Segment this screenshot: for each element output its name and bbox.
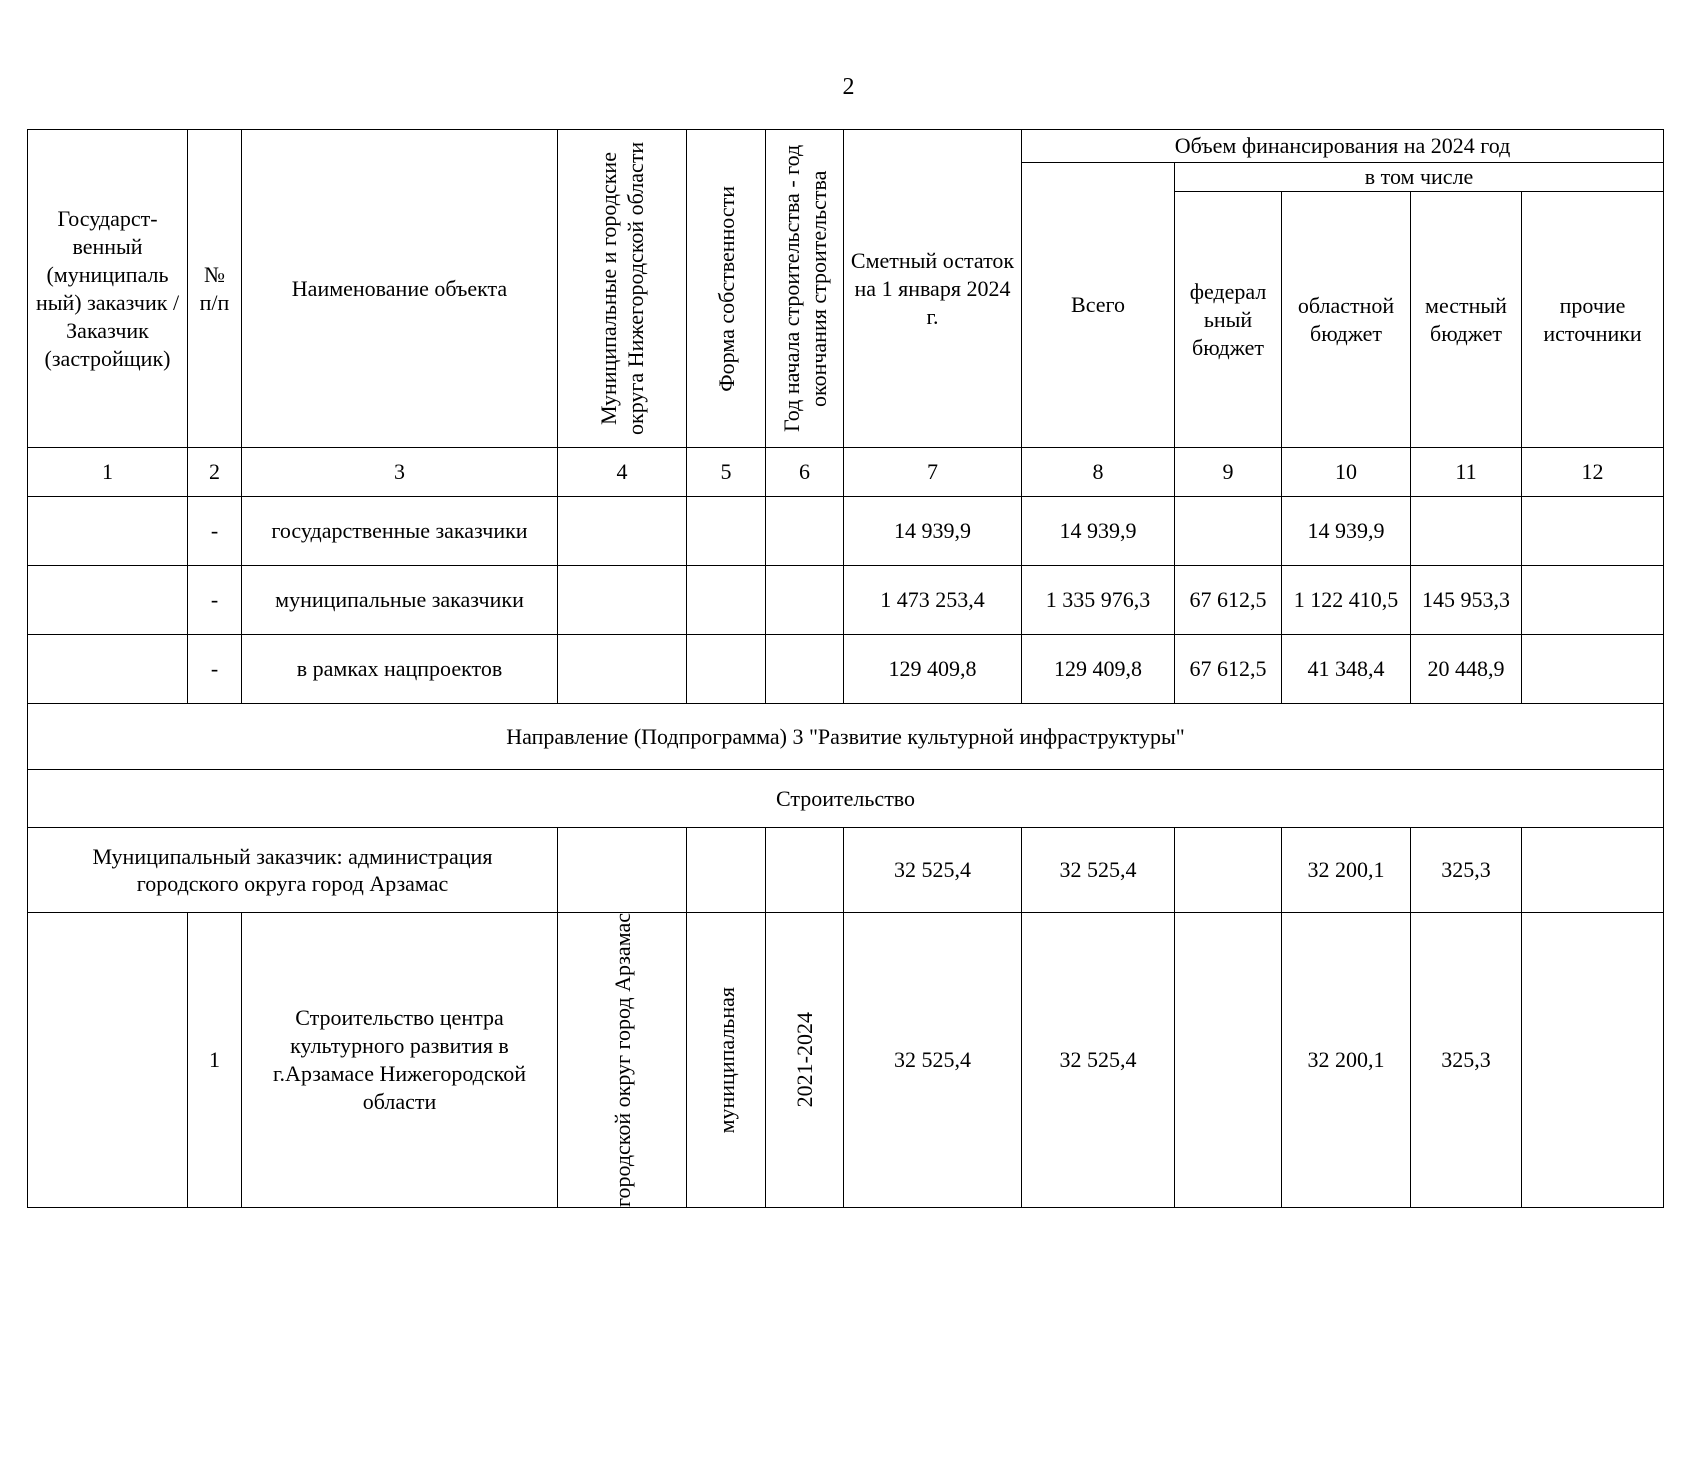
header-districts (558, 130, 687, 448)
estimate-value: 1 473 253,4 (844, 566, 1022, 635)
customer-cell (28, 913, 188, 1208)
object-name: Строительство центра культурного развития в г.Арзамасе Нижегородской области (242, 913, 558, 1208)
subsection-title: Строительство (28, 770, 1664, 828)
header-num: № п/п (188, 130, 242, 448)
total-value: 14 939,9 (1022, 497, 1175, 566)
federal-value (1175, 913, 1282, 1208)
other-value (1522, 566, 1664, 635)
header-total: Всего (1022, 163, 1175, 448)
header-years (766, 130, 844, 448)
local-value: 325,3 (1411, 913, 1522, 1208)
regional-value: 41 348,4 (1282, 635, 1411, 704)
summary-row-state (28, 497, 1664, 566)
header-years-text: Год начала строительства - год окончания строительства (778, 144, 831, 433)
object-ownership: муниципальная (713, 986, 739, 1134)
header-other: прочие источники (1522, 192, 1664, 448)
customer-cell (28, 566, 188, 635)
regional-value: 32 200,1 (1282, 913, 1411, 1208)
federal-value (1175, 828, 1282, 913)
regional-value: 1 122 410,5 (1282, 566, 1411, 635)
local-value (1411, 497, 1522, 566)
federal-value: 67 612,5 (1175, 635, 1282, 704)
section-title: Направление (Подпрограмма) 3 "Развитие культурной инфраструктуры" (28, 704, 1664, 770)
object-row (28, 913, 1664, 1208)
column-number: 5 (687, 448, 766, 497)
investment-table (27, 129, 1664, 1208)
other-value (1522, 497, 1664, 566)
local-value: 145 953,3 (1411, 566, 1522, 635)
header-federal: федерал ьный бюджет (1175, 192, 1282, 448)
other-value (1522, 635, 1664, 704)
column-number: 6 (766, 448, 844, 497)
estimate-value: 32 525,4 (844, 828, 1022, 913)
total-value: 1 335 976,3 (1022, 566, 1175, 635)
customer-row (28, 828, 1664, 913)
estimate-value: 14 939,9 (844, 497, 1022, 566)
regional-value: 14 939,9 (1282, 497, 1411, 566)
column-number-row (28, 448, 1664, 497)
ownership-cell (687, 828, 766, 913)
row-num: - (188, 635, 242, 704)
years-cell (766, 566, 844, 635)
section-row (28, 704, 1664, 770)
ownership-cell (687, 635, 766, 704)
object-district: городской округ город Арзамас (609, 913, 635, 1208)
other-value (1522, 913, 1664, 1208)
years-cell (766, 497, 844, 566)
total-value: 129 409,8 (1022, 635, 1175, 704)
row-name: в рамках нацпроектов (242, 635, 558, 704)
customer-cell (28, 497, 188, 566)
header-regional: областной бюджет (1282, 192, 1411, 448)
object-years: 2021-2024 (792, 1012, 817, 1108)
federal-value (1175, 497, 1282, 566)
header-including: в том числе (1175, 163, 1664, 192)
customer-label: Муниципальный заказчик: администрация городского округа город Арзамас (28, 828, 558, 913)
ownership-cell (687, 497, 766, 566)
years-cell (766, 913, 844, 1208)
column-number: 12 (1522, 448, 1664, 497)
header-local: местный бюджет (1411, 192, 1522, 448)
estimate-value: 129 409,8 (844, 635, 1022, 704)
row-num: 1 (188, 913, 242, 1208)
column-number: 2 (188, 448, 242, 497)
summary-row-municipal (28, 566, 1664, 635)
district-cell (558, 635, 687, 704)
row-name: муниципальные заказчики (242, 566, 558, 635)
total-value: 32 525,4 (1022, 913, 1175, 1208)
header-funding: Объем финансирования на 2024 год (1022, 130, 1664, 163)
header-customer: Государст-венный (муниципаль ный) заказчик / Заказчик (застройщик) (28, 130, 188, 448)
local-value: 20 448,9 (1411, 635, 1522, 704)
header-ownership-text: Форма собственности (713, 185, 739, 392)
column-number: 1 (28, 448, 188, 497)
ownership-cell (687, 913, 766, 1208)
local-value: 325,3 (1411, 828, 1522, 913)
district-cell (558, 828, 687, 913)
district-cell (558, 566, 687, 635)
column-number: 11 (1411, 448, 1522, 497)
column-number: 9 (1175, 448, 1282, 497)
header-row-1 (28, 130, 1664, 163)
estimate-value: 32 525,4 (844, 913, 1022, 1208)
other-value (1522, 828, 1664, 913)
row-name: государственные заказчики (242, 497, 558, 566)
ownership-cell (687, 566, 766, 635)
header-estimate: Сметный остаток на 1 января 2024 г. (844, 130, 1022, 448)
column-number: 3 (242, 448, 558, 497)
header-districts-text: Муниципальные и городские округа Нижегородской области (596, 141, 648, 436)
district-cell (558, 913, 687, 1208)
federal-value: 67 612,5 (1175, 566, 1282, 635)
regional-value: 32 200,1 (1282, 828, 1411, 913)
page-number: 2 (842, 74, 855, 100)
row-num: - (188, 497, 242, 566)
years-cell (766, 635, 844, 704)
column-number: 8 (1022, 448, 1175, 497)
subsection-row (28, 770, 1664, 828)
column-number: 4 (558, 448, 687, 497)
column-number: 10 (1282, 448, 1411, 497)
summary-row-national-projects (28, 635, 1664, 704)
column-number: 7 (844, 448, 1022, 497)
header-ownership (687, 130, 766, 448)
row-num: - (188, 566, 242, 635)
customer-cell (28, 635, 188, 704)
district-cell (558, 497, 687, 566)
header-object-name: Наименование объекта (242, 130, 558, 448)
total-value: 32 525,4 (1022, 828, 1175, 913)
years-cell (766, 828, 844, 913)
